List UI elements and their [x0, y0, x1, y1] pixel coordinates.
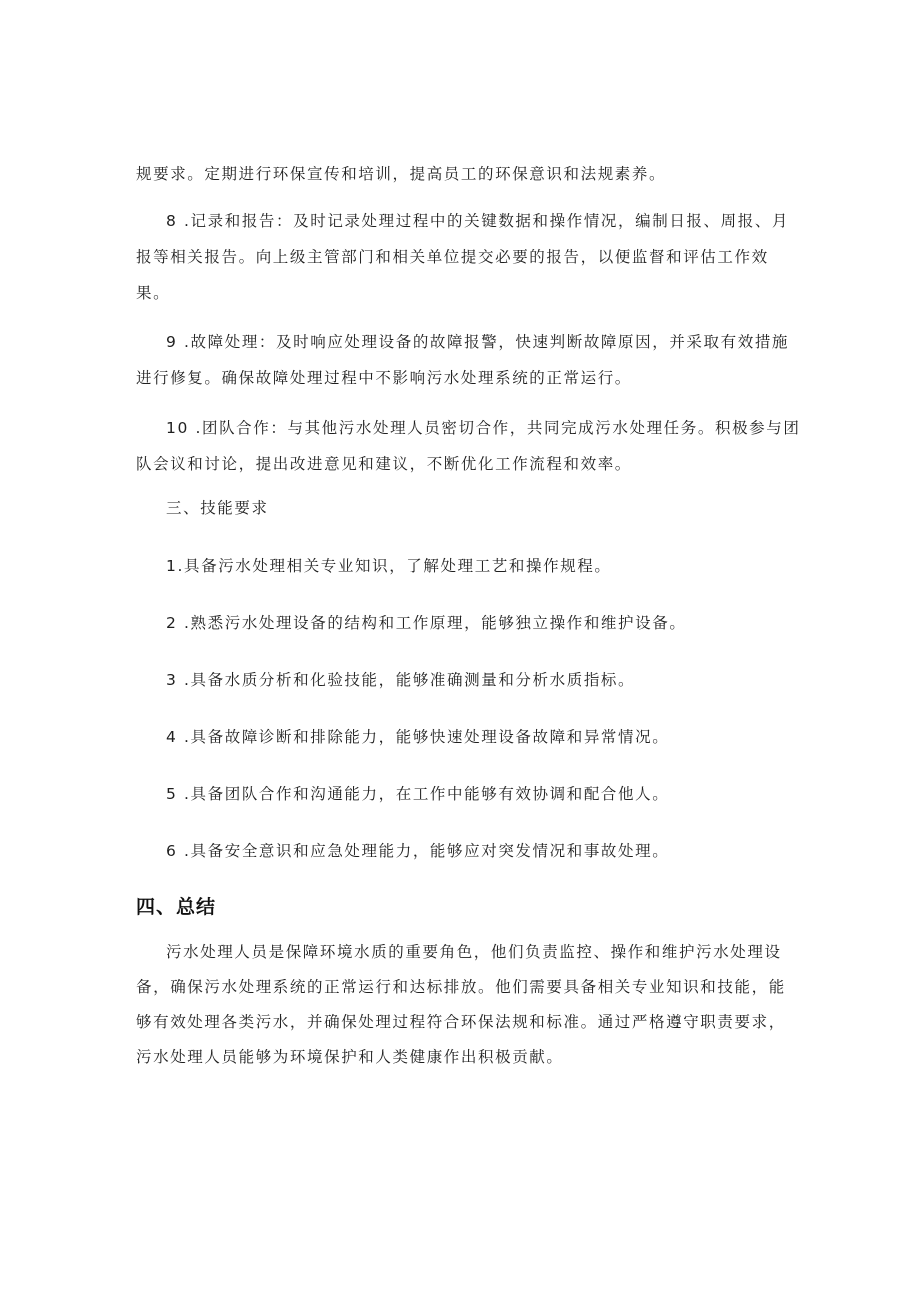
section-heading: 四、总结	[136, 896, 217, 918]
list-item-10-line-1: 10 .团队合作：与其他污水处理人员密切合作，共同完成污水处理任务。积极参与团	[166, 419, 801, 437]
skill-item-6: 6 .具备安全意识和应急处理能力，能够应对突发情况和事故处理。	[166, 842, 670, 860]
list-item-10-line-2: 队会议和讨论，提出改进意见和建议，不断优化工作流程和效率。	[136, 455, 632, 473]
list-item-9-line-1: 9 .故障处理：及时响应处理设备的故障报警，快速判断故障原因，并采取有效措施	[166, 333, 790, 351]
list-item-9-line-2: 进行修复。确保故障处理过程中不影响污水处理系统的正常运行。	[136, 369, 632, 387]
section-subheading: 三、技能要求	[166, 499, 269, 517]
skill-item-5: 5 .具备团队合作和沟通能力，在工作中能够有效协调和配合他人。	[166, 785, 670, 803]
summary-line-2: 备，确保污水处理系统的正常运行和达标排放。他们需要具备相关专业知识和技能，能	[136, 978, 786, 996]
paragraph-line: 规要求。定期进行环保宣传和培训，提高员工的环保意识和法规素养。	[136, 165, 667, 183]
skill-item-2: 2 .熟悉污水处理设备的结构和工作原理，能够独立操作和维护设备。	[166, 614, 687, 632]
skill-item-3: 3 .具备水质分析和化验技能，能够准确测量和分析水质指标。	[166, 671, 636, 689]
skill-item-1: 1.具备污水处理相关专业知识，了解处理工艺和操作规程。	[166, 557, 612, 575]
summary-line-3: 够有效处理各类污水，并确保处理过程符合环保法规和标准。通过严格遵守职责要求，	[136, 1013, 786, 1031]
list-item-8-line-1: 8 .记录和报告：及时记录处理过程中的关键数据和操作情况，编制日报、周报、月	[166, 212, 790, 230]
skill-item-4: 4 .具备故障诊断和排除能力，能够快速处理设备故障和异常情况。	[166, 728, 670, 746]
list-item-8-line-3: 果。	[136, 284, 171, 302]
summary-line-4: 污水处理人员能够为环境保护和人类健康作出积极贡献。	[136, 1048, 564, 1066]
list-item-8-line-2: 报等相关报告。向上级主管部门和相关单位提交必要的报告，以便监督和评估工作效	[136, 248, 769, 266]
summary-line-1: 污水处理人员是保障环境水质的重要角色，他们负责监控、操作和维护污水处理设	[166, 943, 782, 961]
